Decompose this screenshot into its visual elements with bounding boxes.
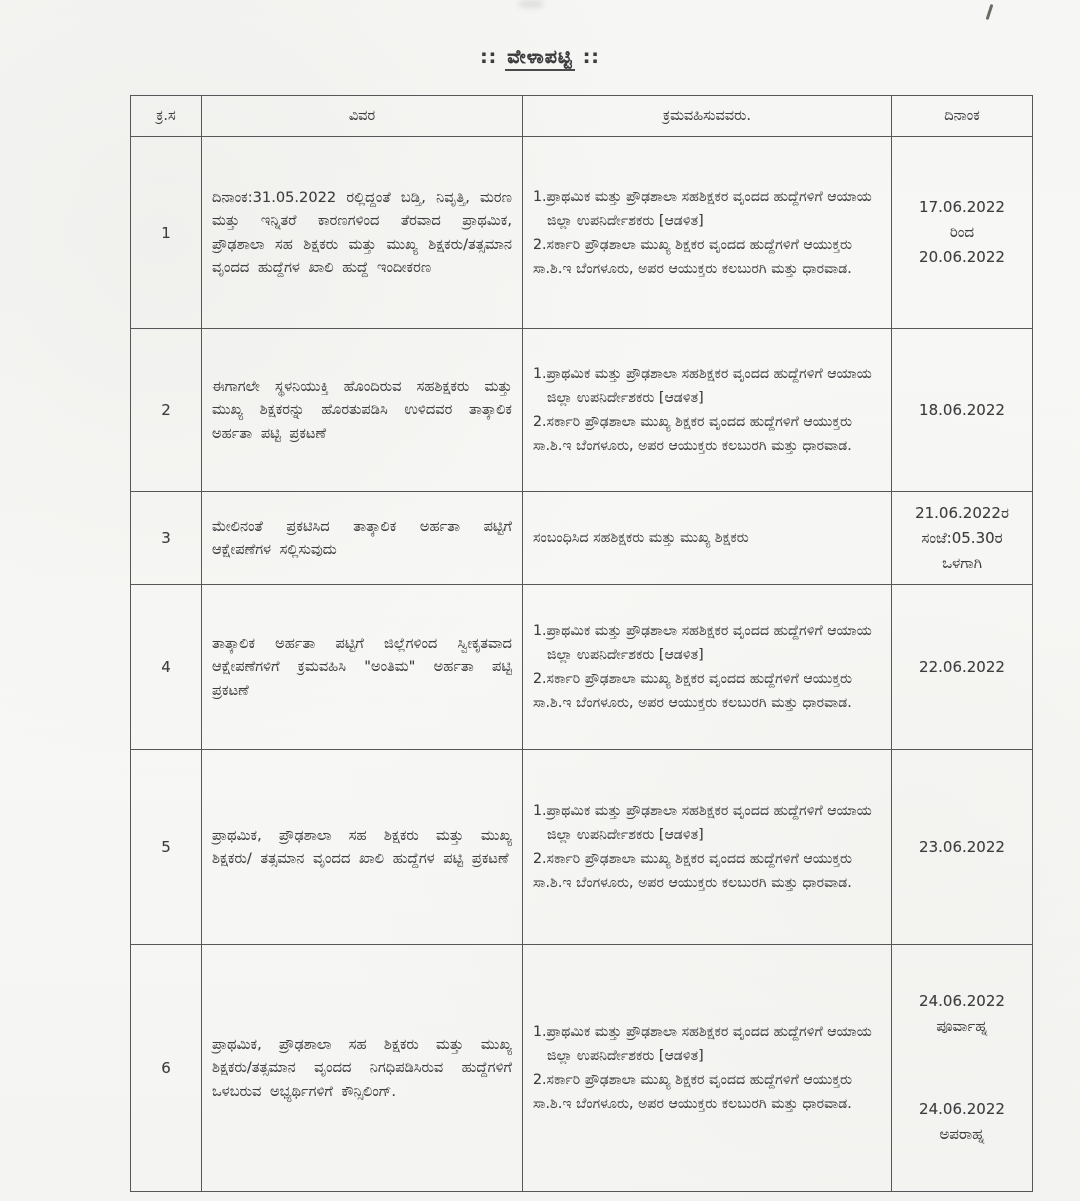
schedule-table xyxy=(130,95,1033,1192)
authority-item: 1.ಪ್ರಾಥಮಿಕ ಮತ್ತು ಪ್ರೌಢಶಾಲಾ ಸಹಶಿಕ್ಷಕರ ವೃಂದದ ಹುದ್ದೆಗಳಿಗೆ ಆಯಾಯ ಜಿಲ್ಲಾ ಉಪನಿರ್ದೇಶಕರು [ಆಡಳಿತ] xyxy=(533,803,872,843)
cell-serial-number: 1 xyxy=(131,137,202,329)
cell-serial-number: 5 xyxy=(131,750,202,945)
table-row xyxy=(131,945,1033,1192)
cell-action-takers xyxy=(523,492,892,585)
table-row xyxy=(131,492,1033,585)
header-date: ದಿನಾಂಕ xyxy=(892,96,1033,137)
date-line: 17.06.2022 xyxy=(919,198,1005,216)
table-header-row xyxy=(131,96,1033,137)
cell-date xyxy=(892,492,1033,585)
cell-details: ಮೇಲಿನಂತೆ ಪ್ರಕಟಿಸಿದ ತಾತ್ಕಾಲಿಕ ಅರ್ಹತಾ ಪಟ್ಟಿಗೆ ಆಕ್ಷೇಪಣೆಗಳ ಸಲ್ಲಿಸುವುದು xyxy=(202,492,523,585)
cell-date xyxy=(892,945,1033,1192)
date-line: 24.06.2022 xyxy=(919,992,1005,1010)
cell-details: ಪ್ರಾಥಮಿಕ, ಪ್ರೌಢಶಾಲಾ ಸಹ ಶಿಕ್ಷಕರು ಮತ್ತು ಮುಖ್ಯ ಶಿಕ್ಷಕರು/ತತ್ಸಮಾನ ವೃಂದದ ನಿಗಧಿಪಡಿಸಿರುವ ಹುದ್ದೆಗಳಿಗೆ ಒಳಬರುವ ಅಭ್ಯರ್ಥಿಗಳಿಗೆ ಕೌನ್ಸಿಲಿಂಗ್. xyxy=(202,945,523,1192)
title-prefix-colons: :: xyxy=(480,46,498,68)
authority-item: 2.ಸರ್ಕಾರಿ ಪ್ರೌಢಶಾಲಾ ಮುಖ್ಯ ಶಿಕ್ಷಕರ ವೃಂದದ ಹುದ್ದೆಗಳಿಗೆ ಆಯುಕ್ತರು ಸಾ.ಶಿ.ಇ ಬೆಂಗಳೂರು, ಅಪರ ಆಯುಕ್ತರು ಕಲಬುರಗಿ ಮತ್ತು ಧಾರವಾಡ. xyxy=(533,414,853,454)
date-line: 21.06.2022ರ xyxy=(915,503,1009,522)
cell-details: ಪ್ರಾಥಮಿಕ, ಪ್ರೌಢಶಾಲಾ ಸಹ ಶಿಕ್ಷಕರು ಮತ್ತು ಮುಖ್ಯ ಶಿಕ್ಷಕರು/ ತತ್ಸಮಾನ ವೃಂದದ ಖಾಲಿ ಹುದ್ದೆಗಳ ಪಟ್ಟಿ ಪ್ರಕಟಣೆ xyxy=(202,750,523,945)
title-text: ವೇಳಾಪಟ್ಟಿ xyxy=(505,46,574,71)
date-line: ರಿಂದ xyxy=(949,223,975,241)
date-line: 24.06.2022 xyxy=(919,1100,1005,1118)
cell-date xyxy=(892,137,1033,329)
pen-mark xyxy=(986,4,994,20)
table-row xyxy=(131,329,1033,492)
authority-item: 2.ಸರ್ಕಾರಿ ಪ್ರೌಢಶಾಲಾ ಮುಖ್ಯ ಶಿಕ್ಷಕರ ವೃಂದದ ಹುದ್ದೆಗಳಿಗೆ ಆಯುಕ್ತರು ಸಾ.ಶಿ.ಇ ಬೆಂಗಳೂರು, ಅಪರ ಆಯುಕ್ತರು ಕಲಬುರಗಿ ಮತ್ತು ಧಾರವಾಡ. xyxy=(533,851,853,891)
cell-details: ತಾತ್ಕಾಲಿಕ ಅರ್ಹತಾ ಪಟ್ಟಿಗೆ ಜಿಲ್ಲೆಗಳಿಂದ ಸ್ವೀಕೃತವಾದ ಆಕ್ಷೇಪಣೆಗಳಿಗೆ ಕ್ರಮವಹಿಸಿ "ಅಂತಿಮ" ಅರ್ಹತಾ ಪಟ್ಟಿ ಪ್ರಕಟಣೆ xyxy=(202,585,523,750)
date-line: ಪೂರ್ವಾಹ್ನ xyxy=(936,1017,988,1035)
cell-date xyxy=(892,329,1033,492)
header-serial-number: ಕ್ರ.ಸ xyxy=(131,96,202,137)
authority-item: 2.ಸರ್ಕಾರಿ ಪ್ರೌಢಶಾಲಾ ಮುಖ್ಯ ಶಿಕ್ಷಕರ ವೃಂದದ ಹುದ್ದೆಗಳಿಗೆ ಆಯುಕ್ತರು ಸಾ.ಶಿ.ಇ ಬೆಂಗಳೂರು, ಅಪರ ಆಯುಕ್ತರು ಕಲಬುರಗಿ ಮತ್ತು ಧಾರವಾಡ. xyxy=(533,671,853,711)
cell-action-takers xyxy=(523,137,892,329)
cell-date xyxy=(892,585,1033,750)
table-row xyxy=(131,750,1033,945)
cell-serial-number: 4 xyxy=(131,585,202,750)
scan-smudge xyxy=(518,0,544,8)
date-spacer xyxy=(902,1039,1022,1097)
header-details: ವಿವರ xyxy=(202,96,523,137)
cell-serial-number: 6 xyxy=(131,945,202,1192)
date-line: 22.06.2022 xyxy=(919,657,1005,676)
authority-item: 1.ಪ್ರಾಥಮಿಕ ಮತ್ತು ಪ್ರೌಢಶಾಲಾ ಸಹಶಿಕ್ಷಕರ ವೃಂದದ ಹುದ್ದೆಗಳಿಗೆ ಆಯಾಯ ಜಿಲ್ಲಾ ಉಪನಿರ್ದೇಶಕರು [ಆಡಳಿತ] xyxy=(533,623,872,663)
authority-item: 1.ಪ್ರಾಥಮಿಕ ಮತ್ತು ಪ್ರೌಢಶಾಲಾ ಸಹಶಿಕ್ಷಕರ ವೃಂದದ ಹುದ್ದೆಗಳಿಗೆ ಆಯಾಯ ಜಿಲ್ಲಾ ಉಪನಿರ್ದೇಶಕರು [ಆಡಳಿತ] xyxy=(533,366,872,406)
authority-item: 2.ಸರ್ಕಾರಿ ಪ್ರೌಢಶಾಲಾ ಮುಖ್ಯ ಶಿಕ್ಷಕರ ವೃಂದದ ಹುದ್ದೆಗಳಿಗೆ ಆಯುಕ್ತರು ಸಾ.ಶಿ.ಇ ಬೆಂಗಳೂರು, ಅಪರ ಆಯುಕ್ತರು ಕಲಬುರಗಿ ಮತ್ತು ಧಾರವಾಡ. xyxy=(533,1072,853,1112)
cell-serial-number: 2 xyxy=(131,329,202,492)
header-action-takers: ಕ್ರಮವಹಿಸುವವರು. xyxy=(523,96,892,137)
cell-action-takers xyxy=(523,585,892,750)
authority-item: 1.ಪ್ರಾಥಮಿಕ ಮತ್ತು ಪ್ರೌಢಶಾಲಾ ಸಹಶಿಕ್ಷಕರ ವೃಂದದ ಹುದ್ದೆಗಳಿಗೆ ಆಯಾಯ ಜಿಲ್ಲಾ ಉಪನಿರ್ದೇಶಕರು [ಆಡಳಿತ] xyxy=(533,188,872,229)
cell-details: ದಿನಾಂಕ:31.05.2022 ರಲ್ಲಿದ್ದಂತೆ ಬಡ್ತಿ, ನಿವೃತ್ತಿ, ಮರಣ ಮತ್ತು ಇನ್ನಿತರೆ ಕಾರಣಗಳಿಂದ ತೆರವಾದ ಪ್ರಾಥಮಿಕ, ಪ್ರೌಢಶಾಲಾ ಸಹ ಶಿಕ್ಷಕರು ಮತ್ತು ಮುಖ್ಯ ಶಿಕ್ಷಕರು/ತತ್ಸಮಾನ ವೃಂದದ ಹುದ್ದೆಗಳ ಖಾಲಿ ಹುದ್ದೆ ಇಂದೀಕರಣ xyxy=(202,137,523,329)
date-line: ಒಳಗಾಗಿ xyxy=(942,553,982,572)
date-line: ಸಂಜೆ:05.30ರ xyxy=(921,528,1003,547)
date-line: ಅಪರಾಹ್ನ xyxy=(939,1125,985,1143)
date-line: 23.06.2022 xyxy=(919,837,1005,856)
date-line: 20.06.2022 xyxy=(919,248,1005,266)
cell-details: ಈಗಾಗಲೇ ಸ್ಥಳನಿಯುಕ್ತಿ ಹೊಂದಿರುವ ಸಹಶಿಕ್ಷಕರು ಮತ್ತು ಮುಖ್ಯ ಶಿಕ್ಷಕರನ್ನು ಹೊರತುಪಡಿಸಿ ಉಳಿದವರ ತಾತ್ಕಾಲಿಕ ಅರ್ಹತಾ ಪಟ್ಟಿ ಪ್ರಕಟಣೆ xyxy=(202,329,523,492)
table-row xyxy=(131,137,1033,329)
cell-action-takers xyxy=(523,945,892,1192)
cell-action-takers xyxy=(523,329,892,492)
date-line: 18.06.2022 xyxy=(919,400,1005,419)
authority-item: 1.ಪ್ರಾಥಮಿಕ ಮತ್ತು ಪ್ರೌಢಶಾಲಾ ಸಹಶಿಕ್ಷಕರ ವೃಂದದ ಹುದ್ದೆಗಳಿಗೆ ಆಯಾಯ ಜಿಲ್ಲಾ ಉಪನಿರ್ದೇಶಕರು [ಆಡಳಿತ] xyxy=(533,1024,872,1064)
page-title xyxy=(0,46,1080,68)
authority-item: 2.ಸರ್ಕಾರಿ ಪ್ರೌಢಶಾಲಾ ಮುಖ್ಯ ಶಿಕ್ಷಕರ ವೃಂದದ ಹುದ್ದೆಗಳಿಗೆ ಆಯುಕ್ತರು ಸಾ.ಶಿ.ಇ ಬೆಂಗಳೂರು, ಅಪರ ಆಯುಕ್ತರು ಕಲಬುರಗಿ ಮತ್ತು ಧಾರವಾಡ. xyxy=(533,236,853,277)
cell-serial-number: 3 xyxy=(131,492,202,585)
table-row xyxy=(131,585,1033,750)
cell-date xyxy=(892,750,1033,945)
title-suffix-colons: :: xyxy=(582,46,600,68)
authority-item: ಸಂಬಂಧಿಸಿದ ಸಹಶಿಕ್ಷಕರು ಮತ್ತು ಮುಖ್ಯ ಶಿಕ್ಷಕರು xyxy=(533,530,749,546)
cell-action-takers xyxy=(523,750,892,945)
